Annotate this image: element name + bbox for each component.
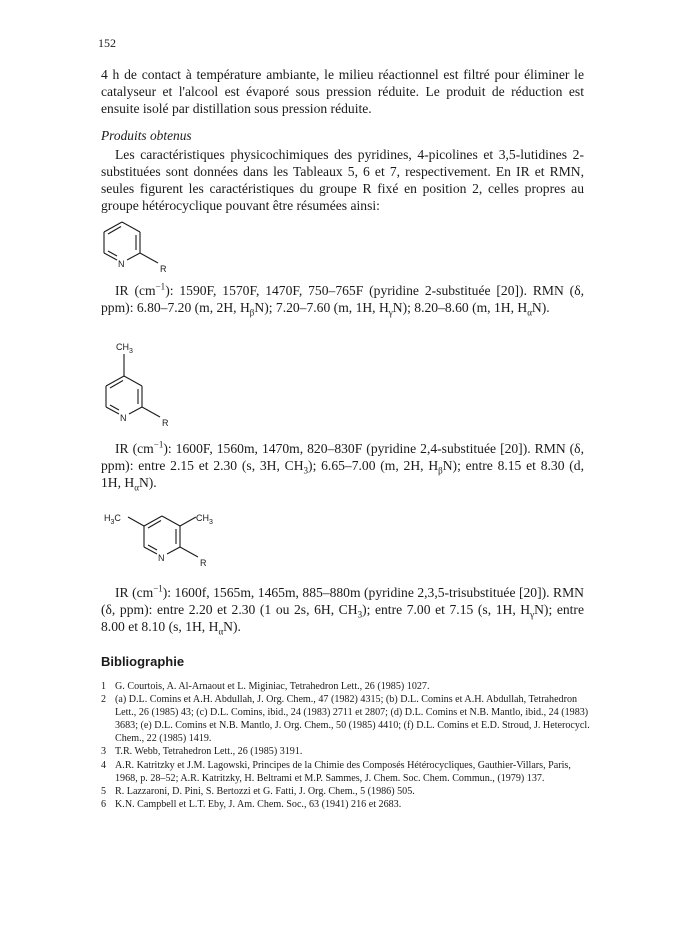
reference-text: T.R. Webb, Tetrahedron Lett., 26 (1985) 3191.	[115, 746, 303, 758]
r-group-label: R	[162, 418, 169, 428]
methyl-left-label: $H_3C$	[104, 513, 121, 526]
reference-number: 2	[101, 694, 107, 706]
pyridine-spectra: IR $(cm^{-1})$: 1590F, 1570F, 1470F, 750–765F (pyridine 2-substituée [20]). RMN (δ, ppm): 6.80–7.20 (m, 2H, $H_\beta N$); 7.20–7.60 (m, 1H, $H_\gamma N$); 8.20–8.60 (m, 1H, $H_\alpha N$).	[101, 281, 584, 318]
lutidine-spectra: IR $(cm^{-1})$: 1600f, 1565m, 1465m, 885–880m (pyridine 2,3,5-trisubstituée [20]). RMN (δ, ppm): entre 2.20 et 2.30 (1 ou 2s, 6H, $CH_3$); entre 7.00 et 7.15 (s, 1H, $H_\gamma N$); entre 8.00 et 8.10 (s, 1H, $H_\alpha N$).	[101, 583, 584, 637]
reference-number: 5	[101, 785, 107, 797]
products-heading: Produits obtenus	[101, 128, 192, 143]
picoline-spectra: IR $(cm^{-1})$: 1600F, 1560m, 1470m, 820–830F (pyridine 2,4-substituée [20]). RMN (δ, ppm): entre 2.15 et 2.30 (s, 3H, $CH_3$); 6.65–7.00 (m, 2H, $H_\beta N$); entre 8.15 et 8.30 (d, 1H, $H_\alpha N$).	[101, 439, 584, 493]
r-group-label: R	[160, 264, 167, 274]
reference-item	[101, 745, 591, 758]
reference-number: 3	[101, 746, 107, 758]
nitrogen-label: N	[120, 413, 127, 423]
reference-number: 1	[101, 681, 107, 692]
reference-item	[101, 759, 591, 785]
reference-item	[101, 785, 591, 798]
intro-paragraph: 4 h de contact à température ambiante, le milieu réactionnel est filtré pour éliminer le catalyseur et l'alcool est évaporé sous pression réduite. Le produit de réduction est ensuite isolé par distillation sous pression réduite.	[101, 67, 584, 116]
pyridine-structure	[100, 216, 190, 278]
reference-number: 4	[101, 759, 107, 771]
methyl-right-label: $CH_3$	[196, 513, 213, 526]
lutidine-structure	[100, 504, 240, 576]
reference-item	[101, 680, 591, 693]
products-paragraph: Les caractéristiques physicochimiques des pyridines, 4-picolines et 3,5-lutidines 2-substituées sont données dans les Tableaux 5, 6 et 7, respectivement. En IR et RMN, seules figurent les caractéristiques du groupe R fixé en position 2, celles propres au groupe hétérocyclique pouvant être résumées ainsi:	[101, 147, 584, 213]
reference-text: G. Courtois, A. Al-Arnaout et L. Miginiac, Tetrahedron Lett., 26 (1985) 1027.	[115, 681, 430, 692]
page-number: 152	[98, 36, 116, 50]
reference-text: R. Lazzaroni, D. Pini, S. Bertozzi et G. Fatti, J. Org. Chem., 5 (1986) 505.	[115, 785, 415, 797]
reference-text: (a) D.L. Comins et A.H. Abdullah, J. Org. Chem., 47 (1982) 4315; (b) D.L. Comins et A.H. Abdullah, Tetrahedron Lett., 26 (1985) 43; (c) D.L. Comins, ibid., 24 (1983) 2711 et 2807; (d) D.L. Comins et N.B. Mantlo, ibid., 24 (1983) 3683; (e) D.L. Comins et N.B. Mantlo, J. Org. Chem., 50 (1985) 4410; (f) D.L. Comins et E.D. Stroud, J. Heterocycl. Chem., 22 (1985) 1419.	[115, 694, 590, 745]
reference-text: A.R. Katritzky et J.M. Lagowski, Principes de la Chimie des Composés Hétérocycliques, Gauthier-Villars, Paris, 1968, p. 28–52; A.R. Katritzky, H. Beltrami et M.P. Sammes, J. Chem. Soc. Chem. Commun., (1979) 137.	[115, 759, 571, 784]
reference-item	[101, 693, 591, 745]
nitrogen-label: N	[158, 553, 165, 563]
bibliography-heading: Bibliographie	[101, 654, 185, 669]
r-group-label: R	[200, 558, 207, 568]
reference-list	[101, 680, 591, 811]
nitrogen-label: N	[118, 259, 125, 269]
reference-text: K.N. Campbell et L.T. Eby, J. Am. Chem. Soc., 63 (1941) 216 et 2683.	[115, 798, 402, 810]
reference-item	[101, 798, 591, 811]
picoline-structure	[98, 338, 198, 433]
methyl-label: $CH_3$	[116, 342, 133, 355]
reference-number: 6	[101, 798, 107, 810]
